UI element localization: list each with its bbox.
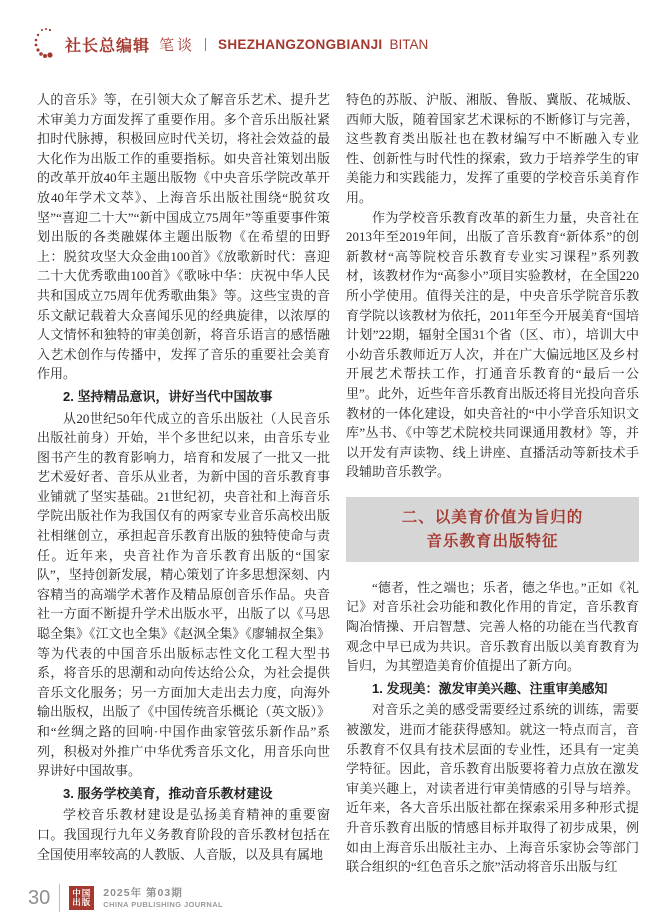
section-heading-line2: 音乐教育出版特征 [426,532,559,550]
subheading-1: 1. 发现美：激发审美兴趣、注重审美感知 [372,680,608,696]
column-title-cn-regular: 笔谈 [159,38,196,54]
page-number: 30 [28,886,51,909]
subheading-2: 2. 坚持精品意识，讲好当代中国故事 [63,388,273,404]
paragraph: 对音乐之美的感受需要经过系统的训练，需要被激发，进而才能获得感知。就这一特点而言，音乐教育不仅具有技术层面的专业性，还具有一定美学特征。因此，音乐教育出版要将着力点放在激发审美兴趣上，对读者进行审美情感的引导与培养。近年来，各大音乐出版社都在探索采用多种形式提升音乐教育出版的情感目标并取得了初步成果，例如由上海音乐出版社主办、上海音乐家协会等部门联合组织的“红色音乐之旅”活动将音乐出版与红 [346,702,639,875]
page-footer [28,884,223,912]
journal-logo-row2: 出版 [72,897,92,907]
dotted-arc-icon [32,26,58,65]
right-text-column [346,90,639,876]
issue-block [103,887,223,910]
journal-name: CHINA PUBLISHING JOURNAL [103,899,223,909]
paragraph: “德者，性之端也；乐者，德之华也。”正如《礼记》对音乐社会功能和教化作用的肯定，音乐教育陶冶情操、开启智慧、完善人格的功能在当代教育观念中早已成为共识。音乐教育出版以美育教育为旨归，为其塑造美育价值提出了新方向。 [346,579,639,674]
paragraph: 作为学校音乐教育改革的新生力量，央音社在2013年至2019年间，出版了音乐教育“新体系”的创新教材“高等院校音乐教育专业实习课程”系列教材，该教材作为“高参小”项目实验教材，在全国220所小学使用。值得关注的是，中央音乐学院音乐教育学院以该教材为依托，2011年至今开展美育“国培计划”22期，辐射全国31个省（区、市），培训大中小幼音乐教师近万人次，并在广大偏远地区及乡村开展艺术帮扶工作，打通音乐教育的“最后一公里”。此外，近些年音乐教育出版还将目光投向音乐教材的一体化建设，如央音社的“中小学音乐知识文库”丛书、《中等艺术院校共同课通用教材》等，并以开发有声读物、线上讲座、直播活动等新技术手段辅助音乐教学。 [346,209,639,480]
footer-divider [59,884,60,912]
section-heading-line1: 二、以美育价值为旨归的 [401,508,584,526]
journal-logo-row1: 中国 [72,887,92,898]
column-title-en-regular: BITAN [389,37,429,52]
section-heading-box [346,497,639,562]
paragraph: 从20世纪50年代成立的音乐出版社（人民音乐出版社前身）开始，半个多世纪以来，由音乐专业图书产生的教育影响力，培育和发展了一批又一批艺术爱好者、音乐从业者，为新中国的音乐教育事业铺就了坚实基础。21世纪初，央音社和上海音乐学院出版社作为我国仅有的两家专业音乐高校出版社相继创立，承担起音乐教育出版的独特使命与责任。近年来，央音社作为音乐教育出版的“国家队”，坚持创新发展，精心策划了许多思想深刻、内容精当的高端学术著作及精品原创音乐作品。央音社一方面不断提升学术出版水平，出版了以《马思聪全集》《江文也全集》《赵沨全集》《廖辅叔全集》等为代表的中国音乐出版标志性文化工程大型书系，将音乐的思潮和动向传达给公众，为社会提供音乐文化服务；另一方面加大走出去力度，向海外输出版权，出版了《中国传统音乐概论（英文版）》和“丝绸之路的回响·中国作曲家管弦乐新作品”系列，积极对外推广中华优秀音乐文化，用音乐向世界讲好中国故事。 [37,410,330,779]
journal-logo [69,886,94,910]
paragraph: 学校音乐教材建设是弘扬美育精神的重要窗口。我国现行九年义务教育阶段的音乐教材包括在全国使用率较高的人教版、人音版，以及具有属地 [37,807,330,862]
subheading-3: 3. 服务学校美育，推动音乐教材建设 [63,785,273,801]
issue-line: 2025年 第03期 [103,886,183,899]
paragraph: 特色的苏版、沪版、湘版、鲁版、冀版、花城版、西师大版，随着国家艺术课标的不断修订与完善，这些教育类出版社也在教材编写中不断融入专业性、创新性与时代性的探索，致力于培养学生的审美能力和实践能力，发挥了重要的学校音乐美育作用。 [346,92,639,205]
left-text-column [37,90,330,876]
paragraph: 人的音乐》等，在引领大众了解音乐艺术、提升艺术审美力方面发挥了重要作用。多个音乐出版社紧扣时代脉搏，积极回应时代关切，将社会效益的最大化作为出版工作的重要指标。如央音社策划出版的改革开放40年主题出版物《中央音乐学院改革开放40年学术文萃》、上海音乐出版社围绕“脱贫攻坚”“喜迎二十大”“新中国成立75周年”等重要事件策划出版的各类融媒体主题出版物《在希望的田野上：脱贫攻坚大众金曲100首》《放歌新时代：喜迎二十大优秀歌曲100首》《歌咏中华：庆祝中华人民共和国成立75周年优秀歌曲集》等。这些宝贵的音乐文献记载着大众喜闻乐见的经典旋律，以浓厚的人文情怀和独特的审美创新，将音乐语言的感悟融入艺术创作与传播中，发挥了音乐的重要社会美育作用。 [37,92,330,382]
column-title-en-bold: SHEZHANGZONGBIANJI [218,37,383,52]
page-header [32,24,428,65]
header-divider: | [204,36,208,52]
column-title-cn-bold: 社长总编辑 [65,38,151,55]
